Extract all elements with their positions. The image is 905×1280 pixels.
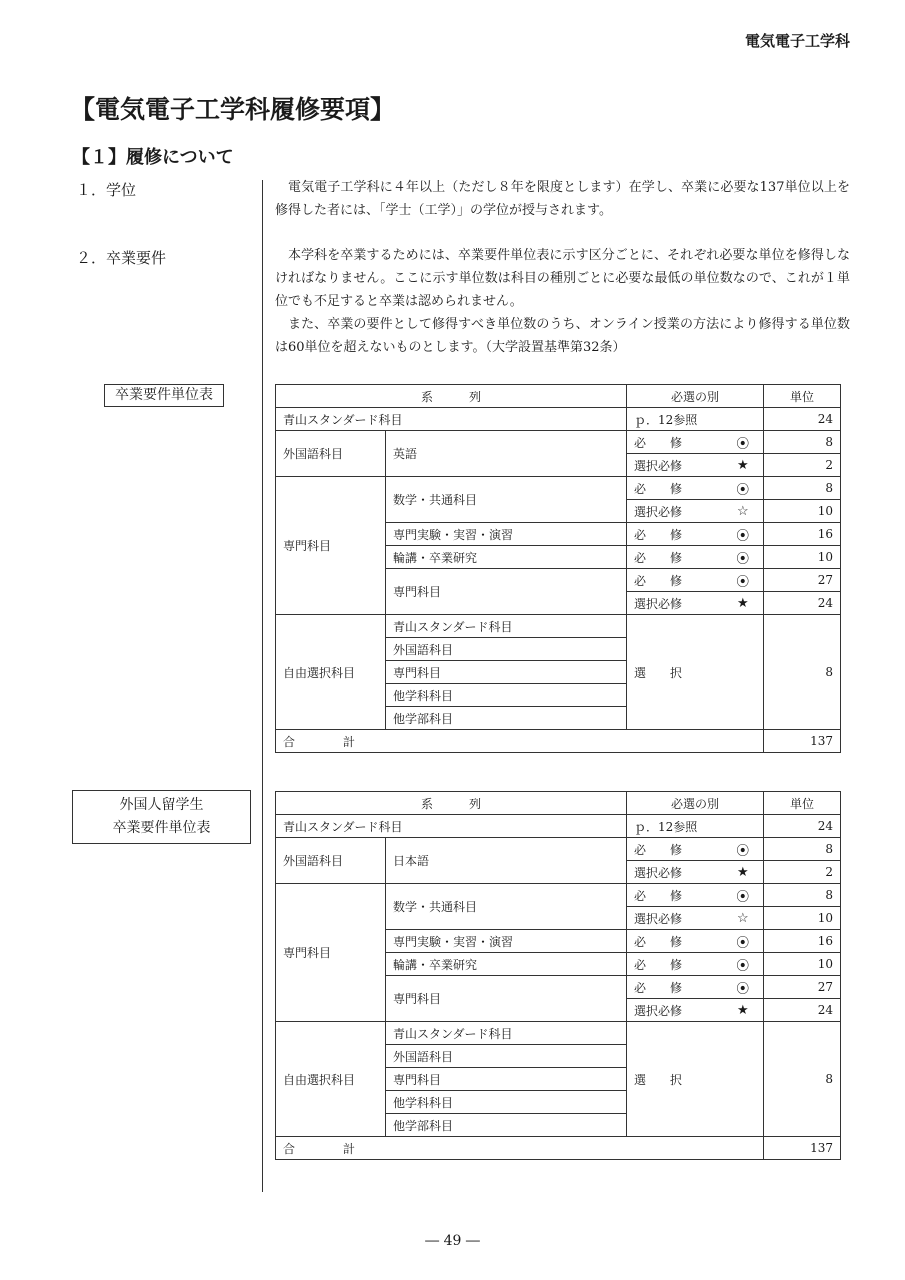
free-elective-subject: 専門科目 (386, 661, 627, 684)
required-mark-icon: ⦿ (723, 431, 764, 454)
total-units: 137 (764, 730, 841, 753)
elective-requirement: 選 択 (627, 1022, 764, 1137)
table-label-line: 卒業要件単位表 (115, 387, 213, 403)
units-cell: 24 (764, 408, 841, 431)
requirement-cell: 必 修 (627, 930, 723, 953)
table-label-line: 卒業要件単位表 (112, 820, 211, 836)
department-header: 電気電子工学科 (744, 32, 850, 50)
math-subject: 数学・共通科目 (386, 477, 627, 523)
table-label-line: 外国人留学生 (119, 797, 204, 813)
required-mark-icon: ⦿ (723, 838, 764, 861)
total-label: 合 計 (276, 730, 764, 753)
free-elective-subject: 他学部科目 (386, 707, 627, 730)
free-elective-subject: 他学科科目 (386, 684, 627, 707)
header-units: 単位 (764, 385, 841, 408)
table-header-row (276, 385, 841, 408)
units-cell: 16 (764, 930, 841, 953)
units-cell: 16 (764, 523, 841, 546)
free-elective-subject: 青山スタンダード科目 (386, 1022, 627, 1045)
units-cell: 2 (764, 861, 841, 884)
table-label-graduation (104, 384, 224, 407)
specialty-subject: 専門科目 (386, 976, 627, 1022)
requirement-cell: 必 修 (627, 953, 723, 976)
required-mark-icon: ⦿ (723, 477, 764, 500)
total-units: 137 (764, 1137, 841, 1160)
requirement-cell: 必 修 (627, 884, 723, 907)
table-row (276, 815, 841, 838)
required-mark-icon: ⦿ (723, 976, 764, 999)
requirement-cell: 選択必修 (627, 454, 723, 477)
standard-name: 青山スタンダード科目 (276, 408, 627, 431)
language-category: 外国語科目 (276, 431, 386, 477)
total-row (276, 1137, 841, 1160)
requirement-cell: 必 修 (627, 477, 723, 500)
required-mark-icon: ⦿ (723, 884, 764, 907)
table-row (276, 1022, 841, 1045)
free-elective-subject: 外国語科目 (386, 1045, 627, 1068)
table-header-row (276, 792, 841, 815)
specialty-category: 専門科目 (276, 884, 386, 1022)
elective-requirement: 選 択 (627, 615, 764, 730)
units-cell: 27 (764, 976, 841, 999)
experiment-subject: 専門実験・実習・演習 (386, 523, 627, 546)
requirement-cell: 必 修 (627, 976, 723, 999)
units-cell: 8 (764, 431, 841, 454)
star-mark-icon: ★ (723, 592, 764, 615)
column-divider (262, 180, 263, 1192)
units-cell: 24 (764, 592, 841, 615)
units-cell: 8 (764, 477, 841, 500)
free-elective-category: 自由選択科目 (276, 615, 386, 730)
star-mark-icon: ★ (723, 999, 764, 1022)
requirements-table (275, 384, 841, 753)
units-cell: 24 (764, 815, 841, 838)
item-label-graduation-requirements: ２．卒業要件 (76, 249, 167, 267)
units-cell: 8 (764, 838, 841, 861)
required-mark-icon: ⦿ (723, 953, 764, 976)
header-units: 単位 (764, 792, 841, 815)
table-row (276, 615, 841, 638)
white-star-icon: ☆ (723, 907, 764, 930)
requirement-cell: 選択必修 (627, 592, 723, 615)
language-subject: 英語 (386, 431, 627, 477)
requirement-cell: 必 修 (627, 838, 723, 861)
requirement-cell: 選択必修 (627, 999, 723, 1022)
thesis-subject: 輪講・卒業研究 (386, 546, 627, 569)
total-label: 合 計 (276, 1137, 764, 1160)
table-row (276, 477, 841, 500)
total-row (276, 730, 841, 753)
page-number: ― 49 ― (425, 1233, 480, 1249)
language-subject: 日本語 (386, 838, 627, 884)
specialty-subject: 専門科目 (386, 569, 627, 615)
header-series: 系 列 (276, 385, 627, 408)
required-mark-icon: ⦿ (723, 523, 764, 546)
table-row (276, 838, 841, 861)
header-requirement: 必選の別 (627, 385, 764, 408)
requirement-cell: 選択必修 (627, 500, 723, 523)
white-star-icon: ☆ (723, 500, 764, 523)
requirement-cell: 必 修 (627, 431, 723, 454)
math-subject: 数学・共通科目 (386, 884, 627, 930)
units-cell: 10 (764, 500, 841, 523)
units-cell: 8 (764, 884, 841, 907)
thesis-subject: 輪講・卒業研究 (386, 953, 627, 976)
units-cell: 8 (764, 1022, 841, 1137)
free-elective-subject: 他学部科目 (386, 1114, 627, 1137)
free-elective-subject: 専門科目 (386, 1068, 627, 1091)
units-cell: 24 (764, 999, 841, 1022)
units-cell: 27 (764, 569, 841, 592)
page-title: 【電気電子工学科履修要項】 (70, 95, 396, 124)
units-cell: 10 (764, 546, 841, 569)
requirements-table (275, 791, 841, 1160)
item-label-degree: １．学位 (76, 181, 137, 199)
standard-name: 青山スタンダード科目 (276, 815, 627, 838)
table-row (276, 431, 841, 454)
requirement-cell: 必 修 (627, 523, 723, 546)
standard-ref: ｐ．12参照 (627, 815, 764, 838)
units-cell: 10 (764, 953, 841, 976)
header-requirement: 必選の別 (627, 792, 764, 815)
section-title: 【１】履修について (72, 147, 234, 168)
required-mark-icon: ⦿ (723, 930, 764, 953)
requirements-paragraph-2: また、卒業の要件として修得すべき単位数のうち、オンライン授業の方法により修得する単位数は60単位を超えないものとします。（大学設置基準第32条） (275, 317, 850, 355)
free-elective-subject: 他学科科目 (386, 1091, 627, 1114)
free-elective-subject: 青山スタンダード科目 (386, 615, 627, 638)
requirement-cell: 選択必修 (627, 907, 723, 930)
required-mark-icon: ⦿ (723, 569, 764, 592)
table-row (276, 408, 841, 431)
table-row (276, 884, 841, 907)
experiment-subject: 専門実験・実習・演習 (386, 930, 627, 953)
requirement-cell: 必 修 (627, 546, 723, 569)
units-cell: 8 (764, 615, 841, 730)
required-mark-icon: ⦿ (723, 546, 764, 569)
free-elective-category: 自由選択科目 (276, 1022, 386, 1137)
free-elective-subject: 外国語科目 (386, 638, 627, 661)
specialty-category: 専門科目 (276, 477, 386, 615)
star-mark-icon: ★ (723, 861, 764, 884)
language-category: 外国語科目 (276, 838, 386, 884)
requirement-cell: 必 修 (627, 569, 723, 592)
requirements-paragraph-1: 本学科を卒業するためには、卒業要件単位表に示す区分ごとに、それぞれ必要な単位を修得しなければなりません。ここに示す単位数は科目の種別ごとに必要な最低の単位数なので、これが１単位でも不足すると卒業は認められません。 (275, 248, 850, 309)
requirement-cell: 選択必修 (627, 861, 723, 884)
standard-ref: ｐ．12参照 (627, 408, 764, 431)
units-cell: 10 (764, 907, 841, 930)
units-cell: 2 (764, 454, 841, 477)
degree-paragraph: 電気電子工学科に４年以上（ただし８年を限度とします）在学し、卒業に必要な137単位以上を修得した者には、「学士（工学）」の学位が授与されます。 (275, 180, 850, 218)
star-mark-icon: ★ (723, 454, 764, 477)
header-series: 系 列 (276, 792, 627, 815)
table-label-international (72, 790, 251, 844)
